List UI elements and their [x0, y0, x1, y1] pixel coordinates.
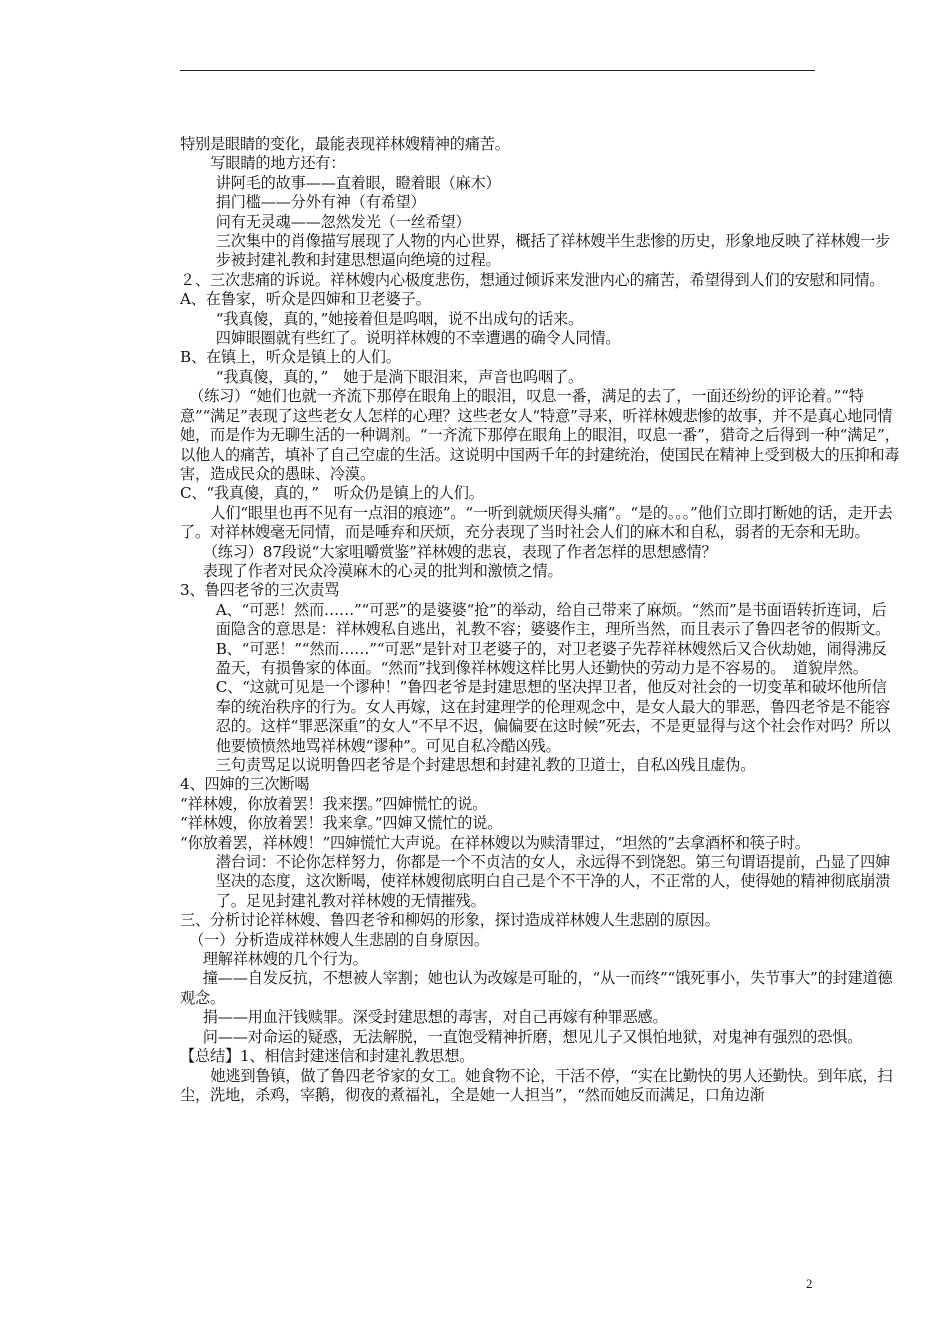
paragraph: 问有无灵魂——忽然发光（一丝希望）: [215, 212, 471, 231]
paragraph: B、在镇上，听众是镇上的人们。: [180, 348, 401, 367]
paragraph: 捐门槛——分外有神（有希望）: [215, 193, 426, 212]
paragraph: 潜台词：不论你怎样努力，你都是一个不贞洁的女人，永远得不到饶恕。第三句谓语提前，凸显了四婶坚决的态度，这次断喝，使祥林嫂彻底明白自己是个不干净的人，不正常的人，使得她的精神彻底崩溃了。足见封建礼教对祥林嫂的无情摧残。: [215, 853, 891, 910]
paragraph: B、“可恶！”“然而……”“可恶”是针对卫老婆子的，对卫老婆子先荐祥林嫂然后又合伙劫她，闹得沸反盈天，有损鲁家的体面。“然而”找到像祥林嫂这样比男人还勤快的劳动力是不容易的。 道貌岸然。: [215, 639, 887, 677]
paragraph: 捐——用血汗钱赎罪。深受封建思想的毒害，对自己再嫁有种罪恶感。: [202, 1008, 668, 1027]
paragraph: C、“我真傻，真的，” 听众仍是镇上的人们。: [180, 484, 484, 503]
paragraph: 【总结】1、相信封建迷信和封建礼教思想。: [180, 1047, 475, 1066]
paragraph: “祥林嫂，你放着罢！我来拿。”四婶又慌忙的说。: [180, 814, 503, 833]
paragraph: ２、三次悲痛的诉说。祥林嫂内心极度悲伤，想通过倾诉来发泄内心的痛苦，希望得到人们的安慰和同情。: [180, 270, 885, 289]
paragraph: C、“这就可见是一个谬种！”鲁四老爷是封建思想的坚决捍卫者，他反对社会的一切变革和破坏他所信奉的统治秩序的行为。女人再嫁，这在封建理学的伦理观念中，是女人最大的罪恶，鲁四老爷是不能容忍的。这样“罪恶深重”的女人“不早不迟，偏偏要在这时候”死去，不是更显得与这个社会作对吗？所以他要愤愤然地骂祥林嫂“谬种”。可见自私冷酷凶残。: [215, 678, 891, 755]
paragraph: 三、分析讨论祥林嫂、鲁四老爷和柳妈的形象，探讨造成祥林嫂人生悲剧的原因。: [180, 911, 720, 930]
paragraph: 理解祥林嫂的几个行为。: [202, 950, 368, 969]
paragraph: 4、四婶的三次断喝: [180, 775, 310, 794]
paragraph: “我真傻，真的，”她接着但是呜咽，说不出成句的话来。: [215, 309, 583, 328]
header-rule: [180, 70, 815, 71]
paragraph: （练习）87段说“大家咀嚼赏鉴”祥林嫂的悲哀，表现了作者怎样的思想感情？: [202, 542, 717, 561]
paragraph: 人们“眼里也再不见有一点泪的痕迹”。“一听到就烦厌得头痛”。“是的。。。”他们立即打断她的话，走开去了。对祥林嫂毫无同情，而是唾弃和厌烦，充分表现了当时社会人们的麻木和自私，弱者的无奈和无助。: [180, 503, 893, 542]
paragraph: 表现了作者对民众冷漠麻木的心灵的批判和激愤之情。: [202, 561, 563, 580]
paragraph: 四婶眼圈就有些红了。说明祥林嫂的不幸遭遇的确令人同情。: [215, 329, 621, 348]
document-body: [180, 135, 900, 1105]
paragraph: 写眼睛的地方还有：: [210, 154, 346, 173]
paragraph: A、“可恶！然而……”“可恶”的是婆婆“抢”的举动，给自己带来了麻烦。“然而”是书面语转折连词，后面隐含的意思是：祥林嫂私自逃出，礼教不容；婆婆作主，理所当然，而且表示了鲁四老爷的假斯文。: [215, 600, 891, 639]
paragraph: 三次集中的肖像描写展现了人物的内心世界，概括了祥林嫂半生悲惨的历史，形象地反映了祥林嫂一步步被封建礼教和封建思想逼向绝境的过程。: [215, 232, 891, 270]
paragraph: 撞——自发反抗，不想被人宰割；她也认为改嫁是可耻的，“从一而终”“饿死事小，失节事大”的封建道德观念。: [180, 969, 893, 1007]
paragraph: “我真傻，真的，” 她于是淌下眼泪来，声音也呜咽了。: [215, 367, 583, 386]
paragraph: 讲阿毛的故事——直着眼，瞪着眼（麻木）: [215, 173, 501, 192]
paragraph: “祥林嫂，你放着罢！我来摆。”四婶慌忙的说。: [180, 794, 488, 813]
paragraph: “你放着罢，祥林嫂！”四婶慌忙大声说。在祥林嫂以为赎清罪过，“坦然的”去拿酒杯和筷子时。: [180, 833, 810, 852]
paragraph: 她逃到鲁镇，做了鲁四老爷家的女工。她食物不论，干活不停，“实在比勤快的男人还勤快。到年底，扫尘，洗地，杀鸡，宰鹅，彻夜的煮福礼，全是她一人担当”，“然而她反而满足，口角边渐: [180, 1066, 893, 1104]
paragraph: 三句责骂足以说明鲁四老爷是个封建思想和封建礼教的卫道士，自私凶残且虚伪。: [215, 756, 756, 774]
paragraph: A、在鲁家，听众是四婶和卫老婆子。: [180, 290, 431, 309]
paragraph: 特别是眼睛的变化，最能表现祥林嫂精神的痛苦。: [180, 135, 510, 153]
paragraph: 问——对命运的疑惑，无法解脱，一直饱受精神折磨，想见儿子又惧怕地狱，对鬼神有强烈的恐惧。: [202, 1027, 863, 1046]
page-number: 2: [806, 1276, 813, 1291]
paragraph: 3、鲁四老爷的三次责骂: [180, 581, 340, 600]
paragraph: （练习）“她们也就一齐流下那停在眼角上的眼泪，叹息一番，满足的去了，一面还纷纷的评论着。”“特意”“满足”表现了这些老女人怎样的心理？这些老女人“特意”寻来，听祥林嫂悲惨的故事，并不是真心地同情她，而是作为无聊生活的一种调剂。“一齐流下那停在眼角上的眼泪，叹息一番”，猎奇之后得到一种“满足”，以他人的痛苦，填补了自己空虚的生活。这说明中国两千年的封建统治，使国民在精神上受到极大的压抑和毒害，造成民众的愚昧、冷漠。: [180, 387, 900, 483]
paragraph: （一）分析造成祥林嫂人生悲剧的自身原因。: [189, 930, 489, 949]
